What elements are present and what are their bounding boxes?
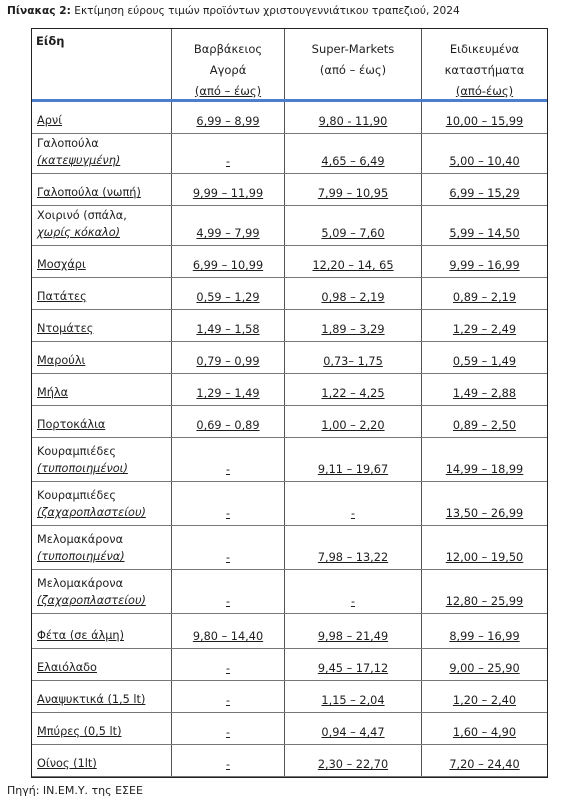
price-range: 6,99 – 15,29: [449, 187, 520, 200]
supermarket-price-cell: [284, 174, 421, 205]
price-range: 9,80 - 11,90: [318, 115, 388, 128]
item-name: Φέτα (σε άλμη): [37, 629, 124, 642]
item-cell: [32, 649, 171, 680]
item-label: [37, 659, 97, 676]
specialty-price-cell: [421, 482, 547, 525]
item-detail: χωρίς κόκαλο): [37, 226, 121, 239]
header-specialty-stores: [421, 29, 547, 99]
supermarket-price-cell: [284, 278, 421, 309]
table-row: [32, 438, 547, 482]
item-cell: [32, 526, 171, 569]
price-range: 1,49 – 2,88: [452, 387, 517, 400]
varvakeios-price-cell: [171, 310, 284, 341]
item-name: Γαλοπούλα (νωπή): [37, 186, 141, 199]
item-cell: [32, 174, 171, 205]
header-specialty-line2: καταστήματα: [444, 63, 525, 77]
price-range: 0,89 – 2,19: [452, 291, 517, 304]
price-range: 9,00 – 25,90: [449, 662, 520, 675]
price-range: 9,80 – 14,40: [192, 630, 264, 643]
item-detail: (ζαχαροπλαστείου): [37, 594, 146, 607]
table-row: [32, 278, 547, 310]
item-cell: [32, 745, 171, 776]
item-label: [37, 531, 125, 565]
table-row: [32, 174, 547, 206]
table-row: [32, 406, 547, 438]
price-table: [31, 28, 548, 778]
specialty-price-cell: [421, 374, 547, 405]
item-name: Οίνος (1lt): [37, 757, 97, 770]
table-row: [32, 374, 547, 406]
varvakeios-price-cell: [171, 713, 284, 744]
table-title: [7, 5, 460, 17]
item-name: Πατάτες: [37, 290, 87, 303]
price-range: 0,69 – 0,89: [196, 419, 260, 432]
item-name: Αναψυκτικά (1,5 lt): [37, 693, 146, 706]
item-name: Μήλα: [37, 386, 69, 399]
price-range: -: [225, 758, 231, 771]
item-label: [37, 320, 93, 337]
header-specialty-line3: (από-έως): [455, 84, 514, 98]
price-range: 1,49 – 1,58: [196, 323, 260, 336]
price-range: 9,99 – 11,99: [192, 187, 264, 200]
header-varvakeios: [171, 29, 284, 99]
supermarket-price-cell: [284, 374, 421, 405]
item-label: [37, 575, 146, 609]
item-name: Μελομακάρονα: [37, 533, 124, 546]
supermarket-price-cell: [284, 570, 421, 613]
price-range: 6,99 – 10,99: [192, 259, 264, 272]
varvakeios-price-cell: [171, 102, 284, 133]
item-label: [37, 723, 122, 740]
item-name: Μαρούλι: [37, 354, 86, 367]
table-header: [32, 29, 547, 102]
header-supermarkets: [284, 29, 421, 99]
item-detail: (ζαχαροπλαστείου): [37, 506, 146, 519]
supermarket-price-cell: [284, 102, 421, 133]
price-range: 1,89 – 3,29: [321, 323, 385, 336]
price-range: 5,00 – 10,40: [449, 155, 520, 168]
price-range: 9,45 – 17,12: [317, 662, 389, 675]
header-supermarkets-line1: Super-Markets: [311, 42, 395, 56]
header-items: Είδη: [36, 34, 65, 48]
item-label: [37, 691, 145, 708]
table-row: [32, 310, 547, 342]
supermarket-price-cell: [284, 745, 421, 776]
item-name: Μελομακάρονα: [37, 577, 124, 590]
table-row: [32, 713, 547, 745]
price-range: 4,99 – 7,99: [196, 227, 260, 240]
table-number: Πίνακας 2:: [7, 5, 71, 17]
price-range: -: [225, 507, 231, 520]
price-range: 13,50 – 26,99: [445, 507, 524, 520]
price-range: -: [225, 595, 231, 608]
table-row: [32, 342, 547, 374]
varvakeios-price-cell: [171, 278, 284, 309]
item-label: [37, 384, 68, 401]
supermarket-price-cell: [284, 246, 421, 277]
price-range: 0,98 – 2,19: [321, 291, 385, 304]
item-label: [37, 487, 146, 521]
supermarket-price-cell: [284, 206, 421, 245]
price-range: 7,98 – 13,22: [317, 551, 389, 564]
item-detail: (τυποποιημένοι): [37, 462, 128, 475]
price-range: 1,22 – 4,25: [321, 387, 385, 400]
table-row: [32, 745, 547, 777]
varvakeios-price-cell: [171, 649, 284, 680]
item-name: Γαλοπούλα: [37, 137, 99, 150]
price-range: 0,79 – 0,99: [196, 355, 260, 368]
item-label: [37, 416, 105, 433]
source-note: Πηγή: ΙΝ.ΕΜ.Υ. της ΕΣΕΕ: [7, 784, 143, 797]
price-range: 9,99 – 16,99: [449, 259, 520, 272]
varvakeios-price-cell: [171, 406, 284, 437]
varvakeios-price-cell: [171, 482, 284, 525]
header-specialty-line1: Ειδικευμένα: [449, 42, 520, 56]
specialty-price-cell: [421, 174, 547, 205]
item-name: Ντομάτες: [37, 322, 94, 335]
item-detail: (τυποποιημένα): [37, 550, 125, 563]
supermarket-price-cell: [284, 681, 421, 712]
varvakeios-price-cell: [171, 246, 284, 277]
item-cell: [32, 342, 171, 373]
supermarket-price-cell: [284, 134, 421, 173]
price-range: 9,98 – 21,49: [317, 630, 389, 643]
item-cell: [32, 310, 171, 341]
price-range: 1,29 – 2,49: [452, 323, 517, 336]
table-row: [32, 482, 547, 526]
specialty-price-cell: [421, 570, 547, 613]
price-range: 12,80 – 25,99: [445, 595, 524, 608]
item-cell: [32, 614, 171, 648]
item-cell: [32, 246, 171, 277]
item-cell: [32, 406, 171, 437]
specialty-price-cell: [421, 342, 547, 373]
specialty-price-cell: [421, 310, 547, 341]
varvakeios-price-cell: [171, 206, 284, 245]
price-range: 1,00 – 2,20: [321, 419, 385, 432]
varvakeios-price-cell: [171, 342, 284, 373]
item-cell: [32, 482, 171, 525]
price-range: 0,59 – 1,49: [452, 355, 517, 368]
price-range: 6,99 – 8,99: [196, 115, 260, 128]
table-row: [32, 649, 547, 681]
item-name: Χοιρινό (σπάλα,: [37, 209, 127, 222]
price-range: -: [225, 551, 231, 564]
price-range: -: [225, 662, 231, 675]
price-range: 0,89 – 2,50: [452, 419, 517, 432]
supermarket-price-cell: [284, 438, 421, 481]
supermarket-price-cell: [284, 342, 421, 373]
item-cell: [32, 713, 171, 744]
table-row: [32, 102, 547, 134]
header-supermarkets-line2: (από – έως): [319, 63, 387, 77]
header-varvakeios-line3: (από – έως): [194, 84, 262, 98]
specialty-price-cell: [421, 438, 547, 481]
item-label: [37, 184, 141, 201]
price-range: 5,99 – 14,50: [449, 227, 520, 240]
price-range: 7,99 – 10,95: [317, 187, 389, 200]
header-varvakeios-line2: Αγορά: [209, 63, 247, 77]
price-range: -: [350, 595, 356, 608]
price-range: -: [225, 694, 231, 707]
price-range: 4,65 – 6,49: [321, 155, 385, 168]
varvakeios-price-cell: [171, 526, 284, 569]
table-caption: Εκτίμηση εύρους τιμών προϊόντων χριστουγεννιάτικου τραπεζιού, 2024: [74, 5, 460, 17]
price-range: 1,60 – 4,90: [452, 726, 517, 739]
price-range: 14,99 – 18,99: [445, 463, 524, 476]
table-row: [32, 206, 547, 246]
item-name: Κουραμπιέδες: [37, 445, 117, 458]
varvakeios-price-cell: [171, 614, 284, 648]
item-cell: [32, 681, 171, 712]
specialty-price-cell: [421, 246, 547, 277]
item-name: Κουραμπιέδες: [37, 489, 117, 502]
item-label: [37, 112, 62, 129]
varvakeios-price-cell: [171, 570, 284, 613]
price-range: 12,00 – 19,50: [445, 551, 524, 564]
specialty-price-cell: [421, 102, 547, 133]
item-label: [37, 443, 128, 477]
varvakeios-price-cell: [171, 745, 284, 776]
price-range: -: [350, 507, 356, 520]
item-name: Ελαιόλαδο: [37, 661, 97, 674]
item-cell: [32, 134, 171, 173]
varvakeios-price-cell: [171, 681, 284, 712]
item-label: [37, 627, 124, 644]
price-range: 1,15 – 2,04: [321, 694, 385, 707]
specialty-price-cell: [421, 134, 547, 173]
supermarket-price-cell: [284, 526, 421, 569]
specialty-price-cell: [421, 278, 547, 309]
item-label: [37, 755, 97, 772]
table-row: [32, 526, 547, 570]
item-cell: [32, 278, 171, 309]
specialty-price-cell: [421, 526, 547, 569]
specialty-price-cell: [421, 681, 547, 712]
item-label: [37, 288, 87, 305]
item-cell: [32, 374, 171, 405]
item-cell: [32, 438, 171, 481]
price-range: 9,11 – 19,67: [317, 463, 389, 476]
item-cell: [32, 206, 171, 245]
supermarket-price-cell: [284, 310, 421, 341]
price-range: 1,20 – 2,40: [452, 694, 517, 707]
price-range: 0,59 – 1,29: [196, 291, 260, 304]
price-range: 12,20 – 14, 65: [312, 259, 394, 272]
supermarket-price-cell: [284, 614, 421, 648]
price-range: 2,30 – 22,70: [317, 758, 389, 771]
item-label: [37, 135, 120, 169]
header-varvakeios-line1: Βαρβάκειος: [193, 42, 263, 56]
price-range: 5,09 – 7,60: [321, 227, 385, 240]
varvakeios-price-cell: [171, 134, 284, 173]
price-range: 0,94 – 4,47: [321, 726, 385, 739]
price-range: -: [225, 726, 231, 739]
price-range: 0,73– 1,75: [323, 355, 383, 368]
item-name: Αρνί: [37, 114, 63, 127]
supermarket-price-cell: [284, 649, 421, 680]
item-detail: (κατεψυγμένη): [37, 154, 121, 167]
price-range: 8,99 – 16,99: [449, 630, 520, 643]
table-row: [32, 614, 547, 649]
supermarket-price-cell: [284, 713, 421, 744]
price-range: 1,29 – 1,49: [196, 387, 260, 400]
price-range: 10,00 – 15,99: [445, 115, 524, 128]
specialty-price-cell: [421, 713, 547, 744]
varvakeios-price-cell: [171, 438, 284, 481]
supermarket-price-cell: [284, 406, 421, 437]
specialty-price-cell: [421, 406, 547, 437]
item-cell: [32, 102, 171, 133]
item-cell: [32, 570, 171, 613]
table-row: [32, 246, 547, 278]
table-row: [32, 681, 547, 713]
table-body: [32, 102, 547, 777]
varvakeios-price-cell: [171, 374, 284, 405]
varvakeios-price-cell: [171, 174, 284, 205]
specialty-price-cell: [421, 206, 547, 245]
table-row: [32, 134, 547, 174]
item-label: [37, 256, 86, 273]
price-range: -: [225, 463, 231, 476]
supermarket-price-cell: [284, 482, 421, 525]
specialty-price-cell: [421, 649, 547, 680]
specialty-price-cell: [421, 614, 547, 648]
item-label: [37, 207, 127, 241]
item-label: [37, 352, 85, 369]
item-name: Μπύρες (0,5 lt): [37, 725, 122, 738]
price-range: 7,20 – 24,40: [449, 758, 520, 771]
price-range: -: [225, 155, 231, 168]
specialty-price-cell: [421, 745, 547, 776]
item-name: Μοσχάρι: [37, 258, 86, 271]
table-row: [32, 570, 547, 614]
item-name: Πορτοκάλια: [37, 418, 106, 431]
